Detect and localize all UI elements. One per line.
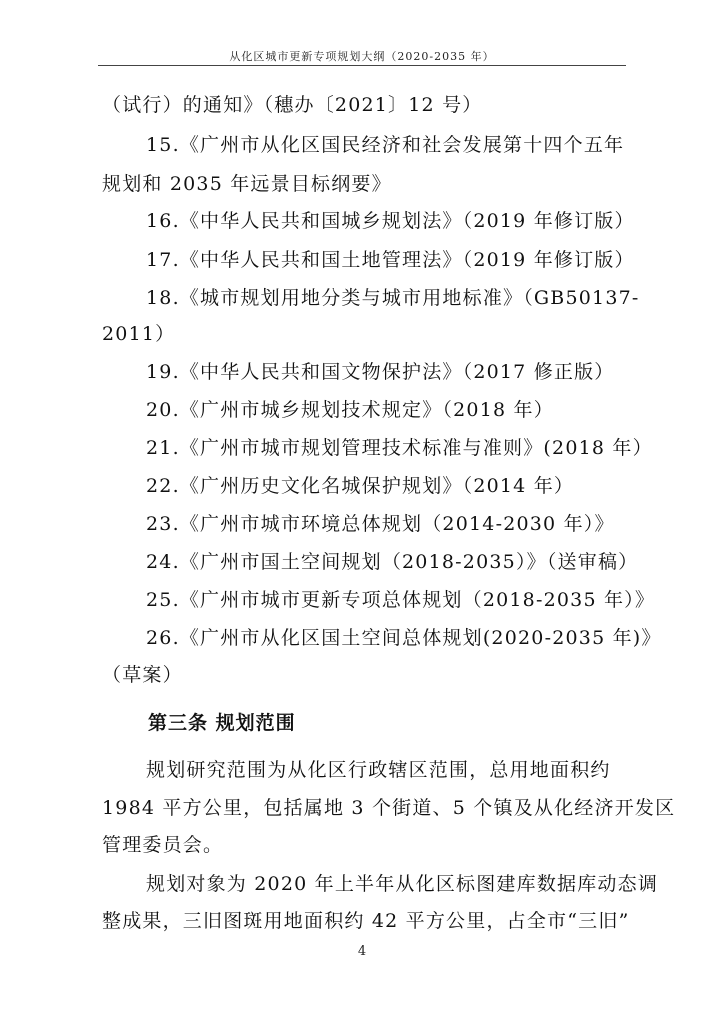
page-header: 从化区城市更新专项规划大纲（2020-2035 年） xyxy=(98,48,626,66)
reference-item-16: 16.《中华人民共和国城乡规划法》（2019 年修订版） xyxy=(146,210,635,232)
reference-item-22: 22.《广州历史文化名城保护规划》（2014 年） xyxy=(146,475,575,497)
reference-item-24: 24.《广州市国土空间规划（2018-2035）》（送审稿） xyxy=(146,551,639,573)
reference-item-25: 25.《广州市城市更新专项总体规划（2018-2035 年）》 xyxy=(146,589,656,611)
reference-item-15-continuation: 规划和 2035 年远景目标纲要》 xyxy=(102,173,392,195)
reference-line-continuation: （试行）的通知》（穗办〔2021〕12 号） xyxy=(102,94,483,116)
reference-item-20: 20.《广州市城乡规划技术规定》（2018 年） xyxy=(146,399,554,421)
section-title: 第三条 规划范围 xyxy=(148,712,296,734)
reference-item-18-continuation: 2011） xyxy=(102,323,176,345)
reference-item-18: 18.《城市规划用地分类与城市用地标准》（GB50137- xyxy=(146,287,640,309)
page-number: 4 xyxy=(357,944,367,959)
body-paragraph-1-line-1: 规划研究范围为从化区行政辖区范围，总用地面积约 xyxy=(146,759,611,781)
body-paragraph-2-line-1: 规划对象为 2020 年上半年从化区标图建库数据库动态调 xyxy=(146,873,659,895)
reference-item-26: 26.《广州市从化区国土空间总体规划(2020-2035 年)》 xyxy=(146,627,662,649)
reference-item-19: 19.《中华人民共和国文物保护法》（2017 修正版） xyxy=(146,361,615,383)
body-paragraph-1-line-2: 1984 平方公里，包括属地 3 个街道、5 个镇及从化经济开发区 xyxy=(102,797,676,819)
reference-item-21: 21.《广州市城市规划管理技术标准与准则》(2018 年） xyxy=(146,437,653,459)
body-paragraph-2-line-2: 整成果，三旧图斑用地面积约 42 平方公里，占全市“三旧” xyxy=(102,910,630,932)
reference-item-15: 15.《广州市从化区国民经济和社会发展第十四个五年 xyxy=(146,134,625,156)
reference-item-26-continuation: （草案） xyxy=(102,664,183,686)
reference-item-17: 17.《中华人民共和国土地管理法》（2019 年修订版） xyxy=(146,249,635,271)
reference-item-23: 23.《广州市城市环境总体规划（2014-2030 年）》 xyxy=(146,513,615,535)
body-paragraph-1-line-3: 管理委员会。 xyxy=(102,834,224,856)
